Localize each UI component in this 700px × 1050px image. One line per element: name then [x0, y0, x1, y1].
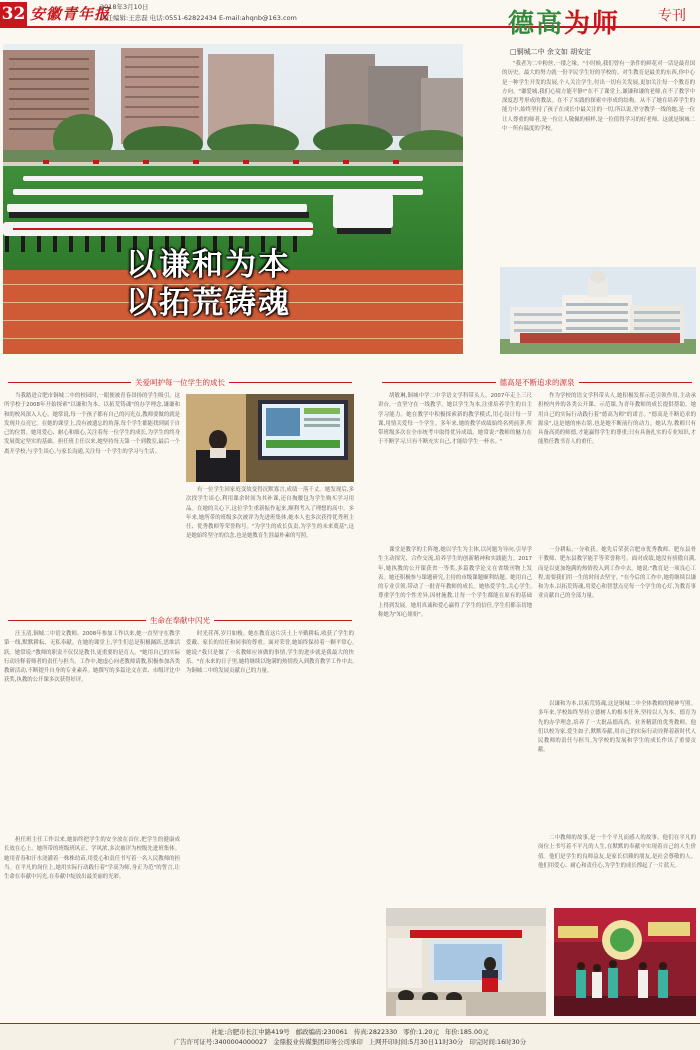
- heading-text: 生命在奉献中闪光: [150, 615, 210, 625]
- section-heading-left-low: [4, 614, 356, 626]
- page-footer: [0, 1023, 700, 1050]
- feature-label: 专刊: [658, 8, 686, 24]
- article-right-col2: 课堂是教学的主阵地,她以学生为主体,以问题为导向,引导学生主动探究、合作交流,培养学生的创新精神和实践能力。2017年,她执教的公开课获省一等奖,多篇教学论文在省级刊物上发表。她还积极参与课题研究,主持的市级课题顺利结题。她用自己的专业引领,带动了一批青年教师的成长。她热爱学生,关心学生,尊重学生的个性差异,因材施教,让每一个学生都能在原有的基础上得到发展。她用真诚和爱心赢得了学生的信任,学生们都亲切地称她为"知心姐姐"。: [378, 547, 532, 619]
- heading-text: 德高是不断追求的源泉: [499, 377, 575, 387]
- feature-title: [508, 3, 620, 40]
- heading-text: 关爱呵护每一位学生的成长: [135, 377, 225, 387]
- article-right-col6: 二中教师的故事,是一个个平凡而感人的故事。他们在平凡的岗位上书写着不平凡的人生,在默默的奉献中实现着自己的人生价值。他们是学生的良师益友,是家长信赖的朋友,是社会尊敬的人。他们用爱心、耐心和责任心,为学生的成长撑起了一片蓝天。: [538, 835, 696, 869]
- article-right-col4: 一分耕耘,一分收获。她先后荣获合肥市优秀教师、肥东县骨干教师、肥东县教学能手等荣誉称号。面对成绩,她没有骄傲自满,而是以更加饱满的热情投入到工作中去。她说:"教育是一项良心工程,需要我们用一生的时间去坚守。"在今后的工作中,她将继续以谦和为本,以拓荒铸魂,用爱心和智慧点亮每一个学生的心灯,为教育事业贡献自己的全部力量。: [538, 547, 696, 600]
- feature-title-part2: 为师: [564, 9, 621, 39]
- date-line: 2018年3月10日: [100, 3, 149, 11]
- article-left-col4: 担任班主任工作以来,她始终把学生的安全放在首位,把学生的健康成长放在心上。她所带的班级班风正、学风浓,多次被评为校级先进班集体。她用青春和汗水浇灌着一株株幼苗,用爱心和责任书写着一名人民教师的担当。在平凡的岗位上,她用实际行动践行着"学高为师,身正为范"的誓言,让生命在奉献中闪光,在奉献中绽放出最美丽的光彩。: [4, 837, 180, 881]
- article-left-col2: 有一位学生因家庭变故变得沉默寡言,成绩一落千丈。她发现后,多次找学生谈心,利用课余时间为其补课,还自掏腰包为学生购买学习用品。在她的关心下,这位学生重新振作起来,顺利考入了理想的高中。多年来,她所带的班级多次被评为先进班集体,她本人也多次获得优秀班主任、优秀教师等荣誉称号。"为学生的成长负责,为学生的未来奠基",这是她始终坚守的信念,也是她教育生涯最朴素的写照。: [186, 487, 354, 540]
- heading-rule: [214, 620, 352, 621]
- article-right-col5: 以谦和为本,以拓荒铸魂,这是铜城二中全体教师的精神写照。多年来,学校始终坚持立德树人的根本任务,坚持以人为本、德育为先的办学理念,培养了一大批品德高尚、业务精湛的优秀教师。他们以校为家,爱生如子,默默奉献,用自己的实际行动诠释着新时代人民教师的责任与担当,为学校的发展和学生的成长作出了重要贡献。: [538, 701, 696, 754]
- feature-title-part1: 德高: [508, 9, 565, 39]
- editor-line: 责任编辑:王忠磊 电话:0551-62822434 E-mail:ahqnb@163.com: [100, 14, 297, 22]
- hero-title-line2: 以拓荒铸魂: [126, 285, 291, 321]
- heading-rule: [229, 382, 352, 383]
- authors-byline: □铜城二中 余文如 胡安定: [510, 48, 592, 56]
- heading-rule: [8, 382, 131, 383]
- section-heading-left-mid: [4, 376, 356, 388]
- hero-title-line1: 以谦和为本: [126, 247, 291, 283]
- section-heading-right-mid: [378, 376, 696, 388]
- school-building-photo: [500, 267, 696, 354]
- page-number: 32: [1, 4, 26, 24]
- hero-title: [126, 246, 291, 322]
- stage-dance-photo: [554, 908, 696, 1016]
- article-left-col3: 汪玉清,铜城二中语文教师。2008年参加工作以来,她一直坚守在教学第一线,默默耕耘、无私奉献。在她的课堂上,学生们总是积极踊跃,思维活跃。她常说:"教师的职责不仅仅是教书,更重要的是育人。"她用自己的实际行动诠释着师者的责任与担当。工作中,她虚心向老教师请教,积极参加各类教研活动,不断提升自身的专业素养。她撰写的多篇论文在省、市级评比中获奖,执教的公开课多次获得好评。: [4, 631, 180, 684]
- intro-paragraph: "我者为二中粉丝,一缕之缘。"小时候,我们曾有一条件的鲜花对一话是最青国的历史。最大的努力就一份平民学生好的学校的。对生教育是最美的东西,你中心是一种学生开发的发展,个人关注学生,付出一切有关发展,更加关注每一个教育的方向。"谦爱城,我们心境方能平静!"在不了课堂上,谦谦和谦的老师,在不了教学中深度思考形成的教法。在不了实践的探索中形成的结构。从不了她在培养学生的能力中,始终坚持了孩子在成长中最关注的一切,所以说,坚守教学一线的她,是一位让人尊重的师者,是一位让人敬佩的榜样,是一位值得学习的好老师。这就是铜城二中一所有温度的学校。: [502, 61, 695, 133]
- heading-rule: [579, 382, 693, 383]
- article-right-col3: 作为学校的语文学科带头人,她积极发挥示范引领作用,主动承担校内外的各类公开课、示范课,为青年教师的成长提供帮助。她用自己的实际行动践行着"德高为师"的诺言。"德高是不断追求的源泉",这是她的座右铭,也是她不断前行的动力。她认为,教师只有具备高尚的师德,才能赢得学生的尊重;只有具备扎实的专业知识,才能胜任教书育人的重任。: [538, 393, 696, 446]
- footer-line-2: 广告许可证号:3400004000027 金鼎报业传媒集团印务公司承印 上网开印时间:5月30日11时30分 印完时间:16时30分: [173, 1038, 527, 1046]
- newspaper-name: 安徽青年报: [30, 5, 111, 23]
- teacher-lecture-photo: [186, 394, 354, 482]
- heading-rule: [382, 382, 496, 383]
- footer-line-1: 社址:合肥市长江中路419号 邮政编码:230061 传真:2822330 零价:1.20元 年价:185.00元: [211, 1028, 489, 1036]
- classroom-speech-photo: [386, 908, 546, 1016]
- heading-rule: [8, 620, 146, 621]
- article-left-col5: 时光荏苒,岁月如梭。她在教育这片沃土上辛勤耕耘,收获了学生的爱戴、家长的信任和同事的尊重。面对荣誉,她始终保持着一颗平常心,她说:"我只是做了一名教师应该做的事情,学生的进步就是我最大的快乐。"在未来的日子里,她将继续以饱满的热情投入到教育教学工作中去,为铜城二中的发展贡献自己的力量。: [186, 631, 354, 675]
- article-right-col1: 胡敏琳,铜城中学二中学语文学科带头人。2007年走上三尺讲台,一直坚守在一线教学。她以学生为本,注重培养学生的自主学习能力。她在教学中积极探索新的教学模式,用心设计每一节课,用情关爱每一个学生。多年来,她的教学成绩始终名列前茅,所带班级多次在全市统考中取得优异成绩。她常说:"教师的魅力在于不断学习,只有不断充实自己,才能给学生一杯水。": [378, 393, 532, 446]
- article-left-col1: 当我踏进合肥市铜城二中的校园时,一眼便被青春昂扬的学生吸引。这所学校于2008年开始探索"以谦和为本、以拓荒铸魂"的办学理念,谦谦和和的校风深入人心。她常说,每一个孩子都有自己的闪光点,教师要做的就是发现并点亮它。在她的课堂上,没有被遗忘的角落,每个学生都能找到属于自己的位置。她用爱心、耐心和细心,关注着每一位学生的成长,为学生的终身发展奠定坚实的基础。担任班主任以来,她坚持每天第一个到教室,最后一个离开学校,与学生谈心,与家长沟通,关注每一个学生的学习与生活。: [4, 393, 180, 455]
